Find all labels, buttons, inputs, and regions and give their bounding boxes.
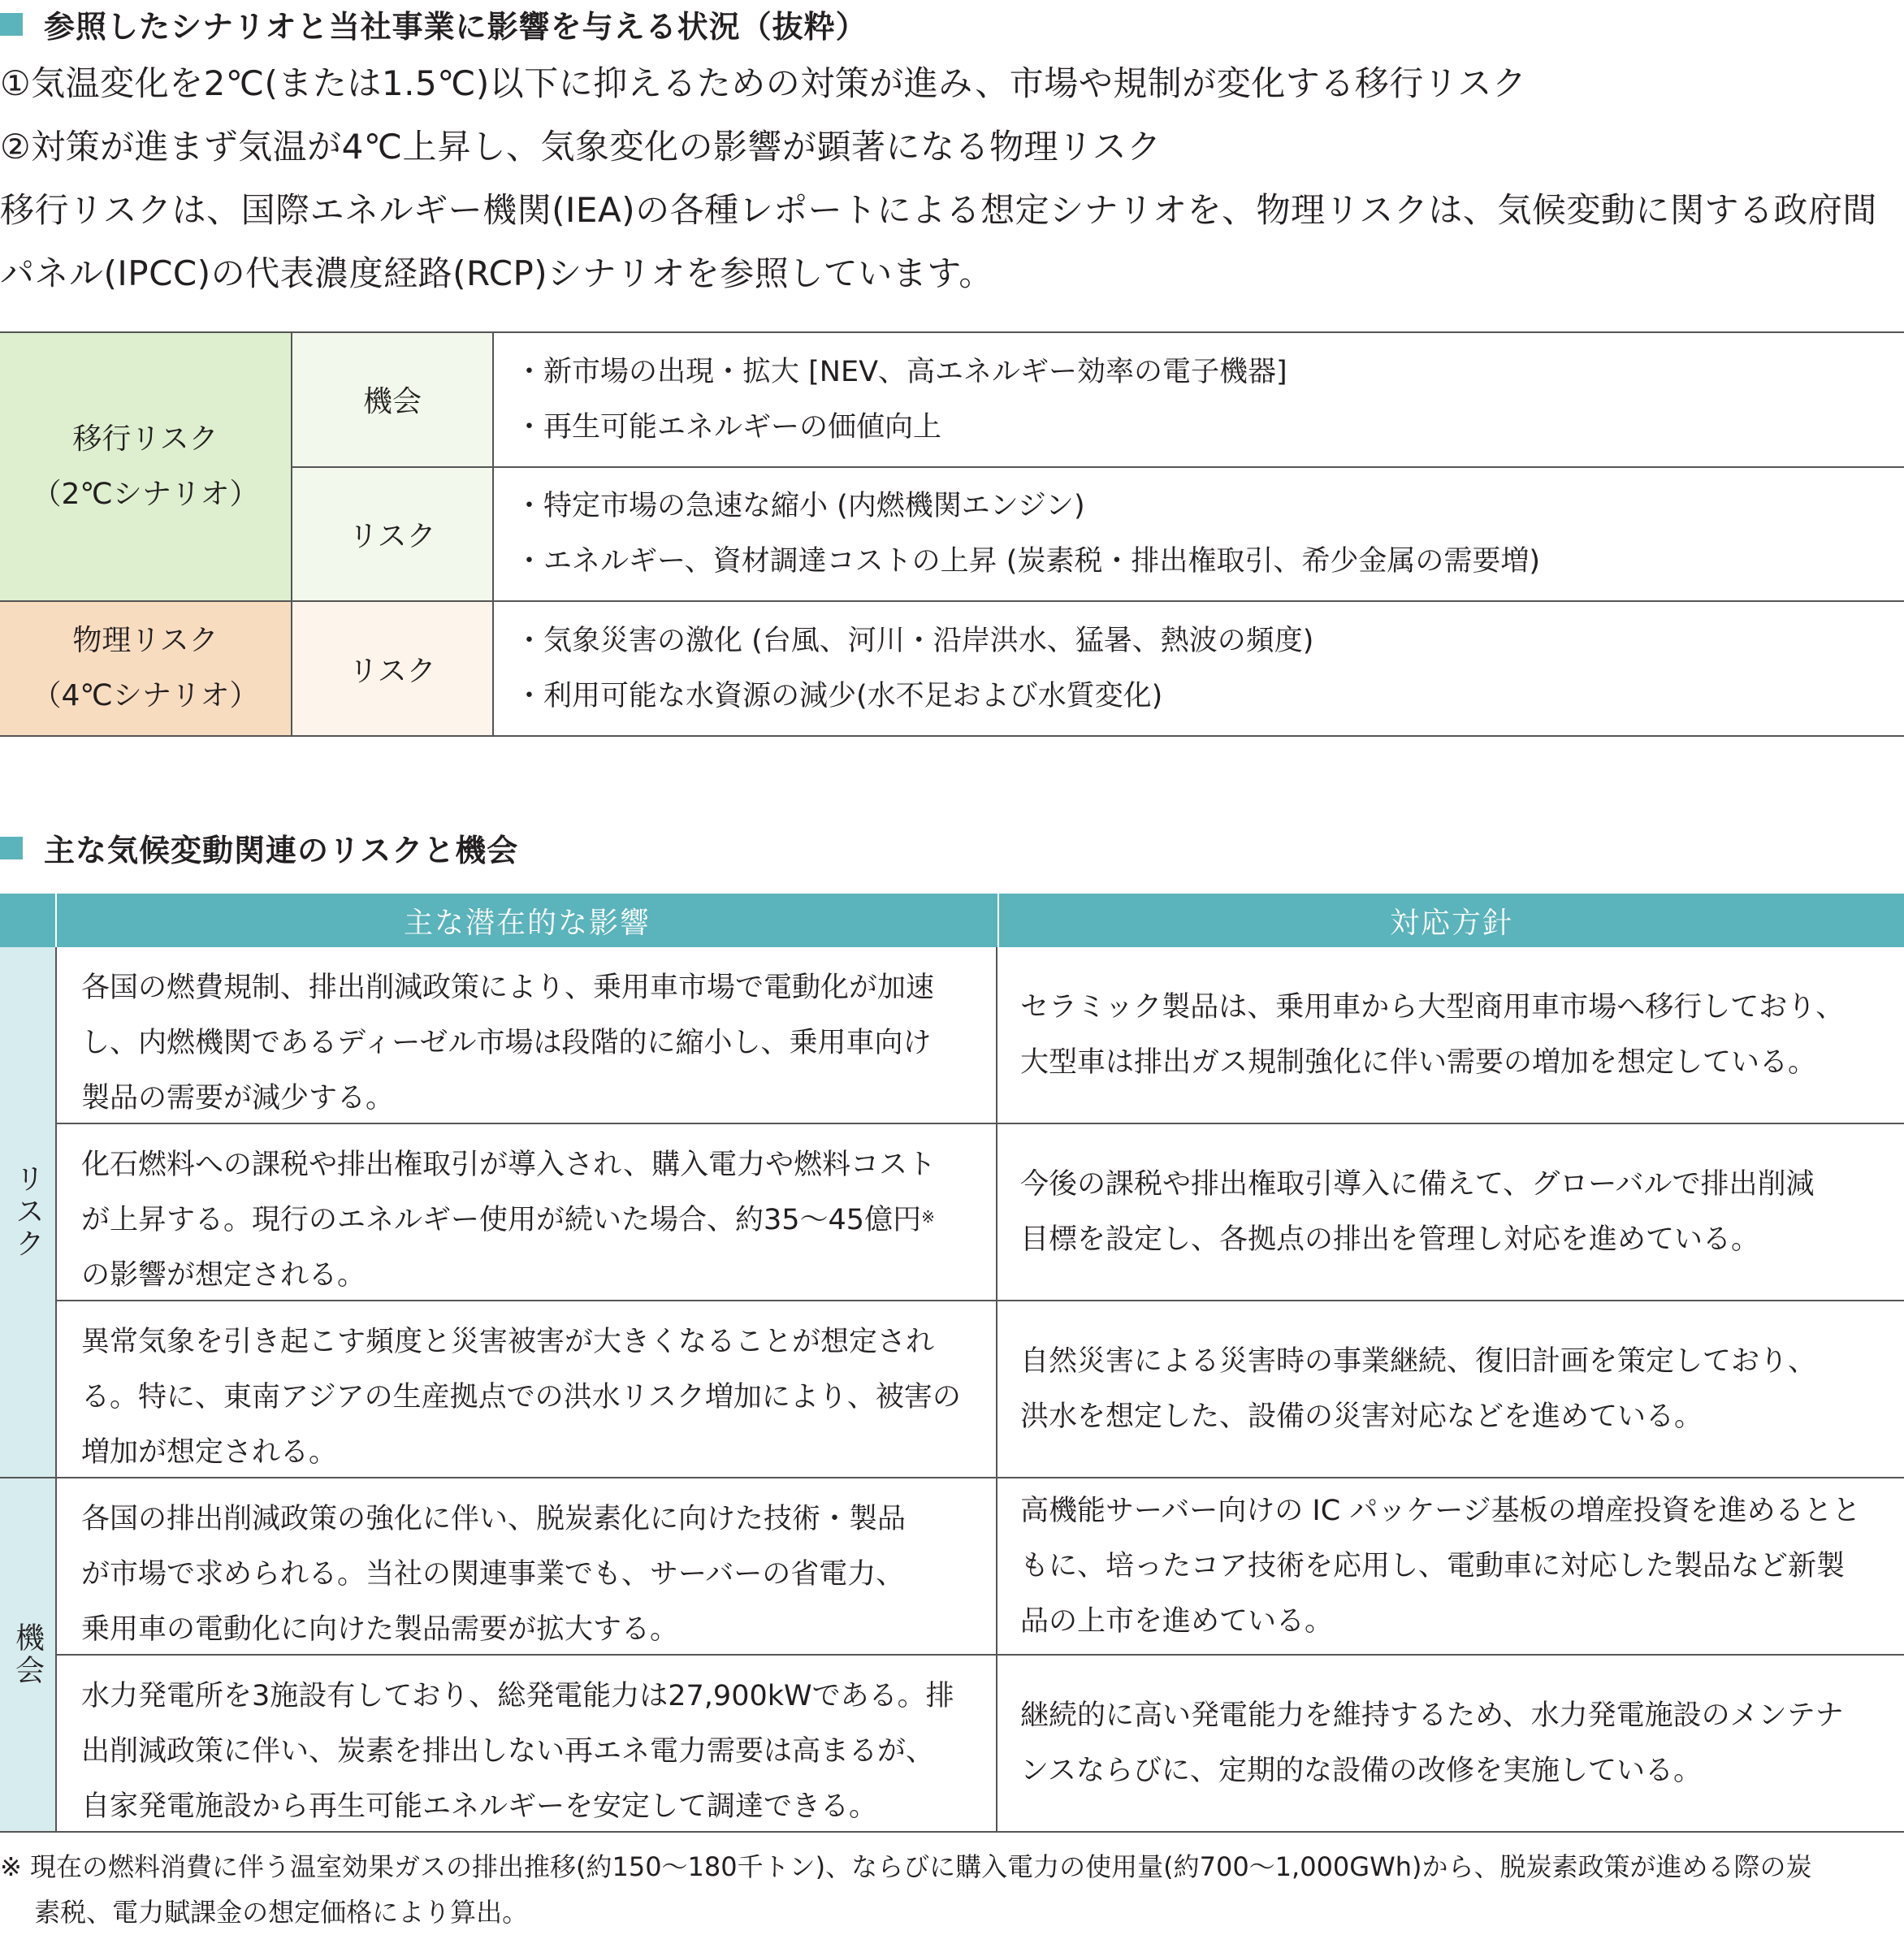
cell-line: る。特に、東南アジアの生産拠点での洪水リスク増加により、被害の bbox=[81, 1381, 961, 1413]
footnote-line: ※ 現在の燃料消費に伴う温室効果ガスの排出推移(約150〜180千トン)、ならびに購入電力の使用量(約700〜1,000GWh)から、脱炭素政策が進める際の炭 bbox=[0, 1851, 1812, 1882]
scenario-line-3: 移行リスクは、国際エネルギー機関(IEA)の各種レポートによる想定シナリオを、物理リスクは、気候変動に関する政府間 bbox=[0, 190, 1877, 230]
header-impact: 主な潜在的な影響 bbox=[57, 894, 999, 947]
cell-line: ンスならびに、定期的な設備の改修を実施している。 bbox=[1020, 1755, 1702, 1787]
policy-cell bbox=[997, 1124, 1904, 1300]
policy-cell bbox=[997, 1478, 1904, 1654]
cell-line: 乗用車の電動化に向けた製品需要が拡大する。 bbox=[81, 1613, 679, 1646]
transition-risk-row bbox=[0, 333, 1904, 602]
category-scenario: （2℃シナリオ） bbox=[32, 477, 259, 511]
footnote-line: 素税、電力賦課金の想定価格により算出。 bbox=[0, 1897, 529, 1928]
policy-cell bbox=[997, 947, 1904, 1123]
cell-line: 製品の需要が減少する。 bbox=[81, 1082, 395, 1115]
cell-line: 出削減政策に伴い、炭素を排出しない再エネ電力需要は高まるが、 bbox=[81, 1735, 935, 1768]
header-blank-cell bbox=[0, 894, 57, 947]
transition-risk-subrow bbox=[292, 466, 1904, 601]
footnote-mark: ※ bbox=[921, 1207, 935, 1227]
opportunity-group bbox=[0, 1478, 1904, 1833]
risk-type-cell: リスク bbox=[292, 468, 494, 601]
table-row bbox=[57, 1478, 1904, 1654]
impact-cell bbox=[57, 1124, 997, 1300]
opportunity-type-cell: 機会 bbox=[292, 333, 494, 466]
list-item: ・特定市場の急速な縮小 (内燃機関エンジン) bbox=[515, 490, 1085, 523]
cell-line: 各国の排出削減政策の強化に伴い、脱炭素化に向けた技術・製品 bbox=[81, 1503, 907, 1535]
cell-line: 洪水を想定した、設備の災害対応などを進めている。 bbox=[1020, 1400, 1703, 1433]
table-header bbox=[0, 894, 1904, 947]
transition-opportunity-subrow bbox=[292, 333, 1904, 466]
transition-risk-category bbox=[0, 333, 292, 600]
impact-cell bbox=[57, 1478, 997, 1654]
cell-line: 自家発電施設から再生可能エネルギーを安定して調達できる。 bbox=[81, 1790, 878, 1823]
category-label: 移行リスク bbox=[72, 422, 219, 456]
scenario-table bbox=[0, 331, 1904, 737]
cell-line: 高機能サーバー向けの IC パッケージ基板の増産投資を進めるとと bbox=[1020, 1495, 1861, 1527]
header-policy: 対応方針 bbox=[1389, 906, 1513, 940]
list-item: ・再生可能エネルギーの価値向上 bbox=[515, 410, 942, 444]
cell-line: 継続的に高い発電能力を維持するため、水力発電施設のメンテナ bbox=[1020, 1699, 1844, 1732]
list-item: ・利用可能な水資源の減少(水不足および水質変化) bbox=[515, 680, 1163, 712]
scenario-line-1: ①気温変化を2℃(または1.5℃)以下に抑えるための対策が進み、市場や規制が変化する移行リスク bbox=[0, 63, 1527, 103]
cell-line: 化石燃料への課税や排出権取引が導入され、購入電力や燃料コスト bbox=[81, 1149, 937, 1181]
cell-line: 自然災害による災害時の事業継続、復旧計画を策定しており、 bbox=[1020, 1345, 1817, 1378]
cell-line: 大型車は排出ガス規制強化に伴い需要の増加を想定している。 bbox=[1020, 1046, 1817, 1079]
impact-cell bbox=[57, 947, 997, 1123]
cell-line: セラミック製品は、乗用車から大型商用車市場へ移行しており、 bbox=[1020, 991, 1845, 1024]
impact-cell bbox=[57, 1656, 997, 1831]
impact-cell bbox=[57, 1301, 997, 1477]
cell-line: の影響が想定される。 bbox=[81, 1259, 366, 1292]
cell-line: 増加が想定される。 bbox=[81, 1436, 338, 1469]
table-row bbox=[57, 947, 1904, 1123]
table-row bbox=[57, 1654, 1904, 1831]
section-heading-scenario bbox=[0, 2, 868, 46]
risk-items bbox=[494, 602, 1904, 735]
scenario-line-4: パネル(IPCC)の代表濃度経路(RCP)シナリオを参照しています。 bbox=[0, 253, 993, 293]
physical-risk-subrow bbox=[292, 602, 1904, 735]
cell-line: 目標を設定し、各拠点の排出を管理し対応を進めている。 bbox=[1020, 1223, 1760, 1256]
cell-line: 今後の課税や排出権取引導入に備えて、グローバルで排出削減 bbox=[1020, 1168, 1815, 1201]
list-item: ・気象災害の激化 (台風、河川・沿岸洪水、猛暑、熱波の頻度) bbox=[515, 625, 1314, 657]
section-heading-text: 主な気候変動関連のリスクと機会 bbox=[44, 833, 519, 868]
cell-line: 水力発電所を3施設有しており、総発電能力は27,900kWである。排 bbox=[81, 1680, 954, 1712]
cell-line: し、内燃機関であるディーゼル市場は段階的に縮小し、乗用車向け bbox=[81, 1027, 932, 1059]
cell-line: もに、培ったコア技術を応用し、電動車に対応した製品など新製 bbox=[1020, 1550, 1846, 1582]
physical-risk-category bbox=[0, 602, 292, 735]
cell-line bbox=[81, 1193, 976, 1248]
risk-items bbox=[494, 468, 1904, 601]
list-item: ・エネルギー、資材調達コストの上昇 (炭素税・排出権取引、希少金属の需要増) bbox=[515, 545, 1541, 578]
category-scenario: （4℃シナリオ） bbox=[32, 679, 259, 712]
risk-side-label: リスク bbox=[0, 947, 57, 1477]
opportunity-items bbox=[494, 333, 1904, 466]
risk-group bbox=[0, 947, 1904, 1478]
category-label: 物理リスク bbox=[72, 624, 219, 657]
policy-cell bbox=[997, 1656, 1904, 1831]
risk-type-cell: リスク bbox=[292, 602, 494, 735]
scenario-line-2: ②対策が進まず気温が4℃上昇し、気象変化の影響が顕著になる物理リスク bbox=[0, 127, 1162, 167]
cell-text: が上昇する。現行のエネルギー使用が続いた場合、約35〜45億円 bbox=[81, 1204, 922, 1236]
policy-cell bbox=[997, 1301, 1904, 1477]
cell-line: 各国の燃費規制、排出削減政策により、乗用車市場で電動化が加速 bbox=[81, 972, 935, 1004]
cell-line: 品の上市を進めている。 bbox=[1020, 1605, 1334, 1638]
table-row bbox=[57, 1123, 1904, 1300]
physical-risk-row bbox=[0, 602, 1904, 737]
section-heading-risks-opportunities bbox=[0, 825, 518, 870]
table-row bbox=[57, 1300, 1904, 1477]
list-item: ・新市場の出現・拡大 [NEV、高エネルギー効率の電子機器] bbox=[515, 355, 1287, 388]
cell-line: 異常気象を引き起こす頻度と災害被害が大きくなることが想定され bbox=[81, 1326, 935, 1358]
square-bullet-icon bbox=[0, 837, 23, 859]
square-bullet-icon bbox=[0, 13, 23, 36]
section-heading-text: 参照したシナリオと当社事業に影響を与える状況（抜粋） bbox=[44, 9, 868, 45]
opportunity-side-label: 機会 bbox=[0, 1478, 57, 1831]
cell-line: が市場で求められる。当社の関連事業でも、サーバーの省電力、 bbox=[81, 1558, 905, 1591]
risk-opportunity-table bbox=[0, 894, 1904, 1833]
footnote bbox=[0, 1844, 1812, 1935]
